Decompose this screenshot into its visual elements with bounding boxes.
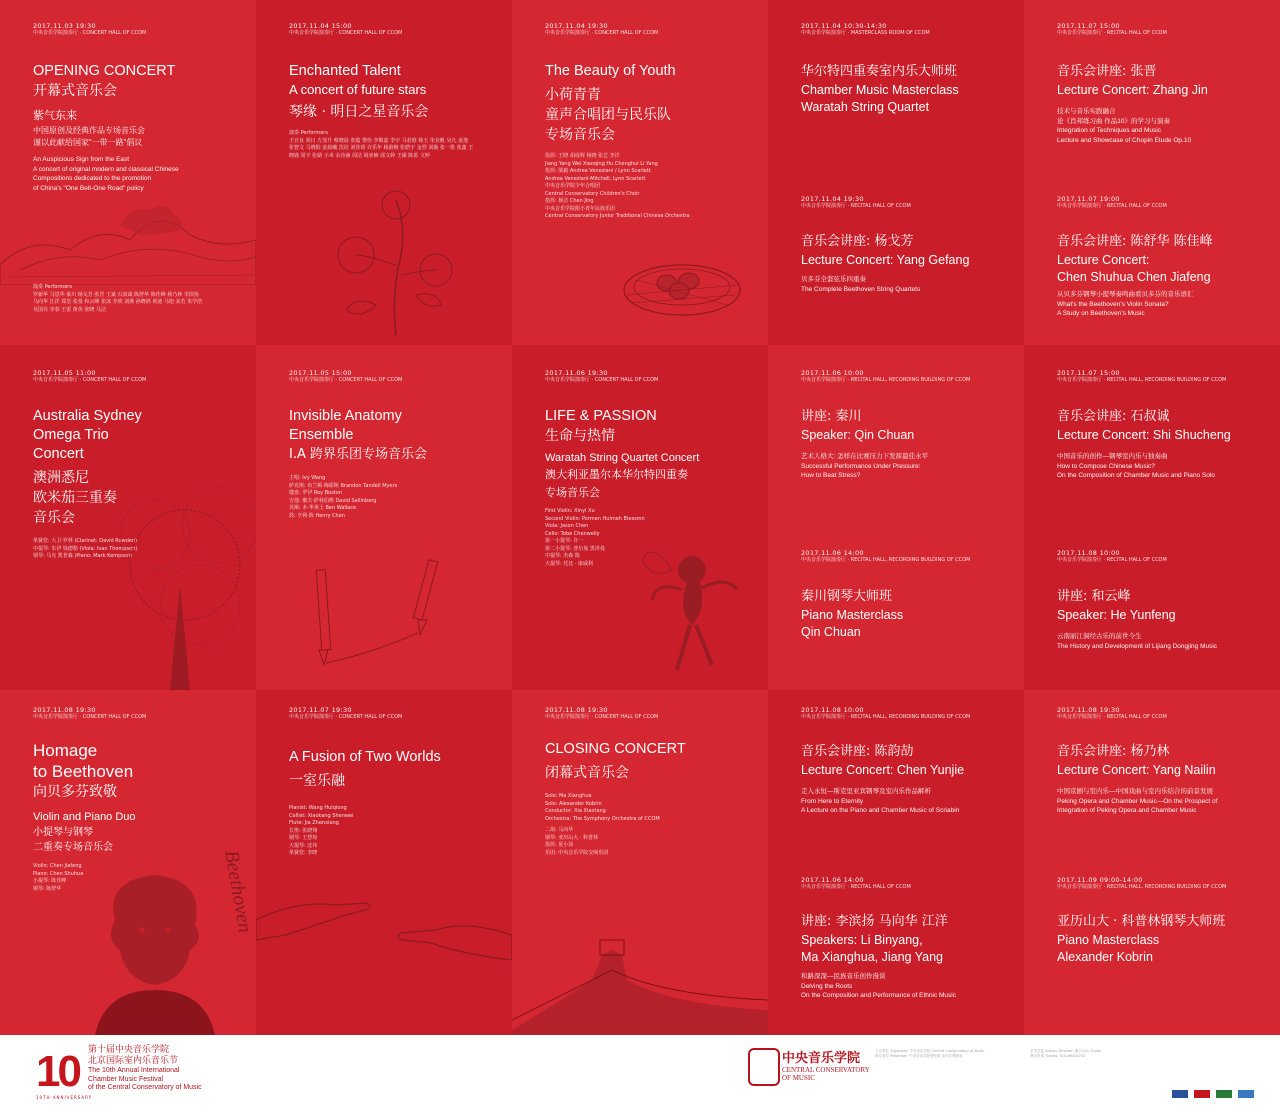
event-venue: 中央音乐学院演奏厅 · RECITAL HALL OF CCOM <box>1057 714 1167 720</box>
event-venue: 中央音乐学院演奏厅 · CONCERT HALL OF CCOM <box>289 714 403 720</box>
credit-line: 贝斯: 本·华莱士 Ben Wallace <box>289 505 357 511</box>
event-title-zh: 音乐会讲座: 陈韵劼 <box>801 744 914 759</box>
flower-illustration <box>296 185 496 340</box>
festival-name <box>88 1045 202 1093</box>
event-title-en: Enchanted Talent <box>289 63 401 79</box>
tile-enchanted-talent <box>256 0 512 345</box>
event-sub-en-2: A Lecture on the Piano and Chamber Music of Scriabin <box>801 807 960 814</box>
event-date: 2017.11.08 19:30 <box>33 706 96 714</box>
event-venue: 中央音乐学院演奏厅 · RECITAL HALL, RECORDING BUILDING OF CCOM <box>1057 377 1227 383</box>
credit-line: 指挥: 夏小汤 <box>545 842 574 848</box>
nest-illustration <box>617 245 747 325</box>
event-title-zh: 音乐会讲座: 杨乃林 <box>1057 744 1170 759</box>
event-sub-zh: 走入永恒—斯克里亚宾钢琴及室内乐作品解析 <box>801 788 931 795</box>
event-sub-en-1: Successful Performance Under Pressure: <box>801 462 921 470</box>
credit-line: 大提琴: 沈伟 <box>289 842 318 849</box>
event-venue: 中央音乐学院演奏厅 · CONCERT HALL OF CCOM <box>33 30 147 36</box>
event-title-en: LIFE & PASSION <box>545 408 657 424</box>
festival-name-zh-2: 北京国际室内乐音乐节 <box>88 1056 179 1066</box>
event-venue: 中央音乐学院演奏厅 · RECITAL HALL, RECORDING BUILDING OF CCOM <box>801 714 971 720</box>
event-venue: 中央音乐学院演奏厅 · CONCERT HALL OF CCOM <box>545 30 659 36</box>
event-venue: 中央音乐学院演奏厅 · CONCERT HALL OF CCOM <box>545 377 659 383</box>
event-subtitle-zh-1: 小提琴与钢琴 <box>33 827 93 838</box>
credit-line: 鼓: 亨利·陈 Henry Chen <box>289 512 345 519</box>
event-date: 2017.11.04 19:30 <box>545 22 608 30</box>
program-title-zh: 紫气东来 <box>33 109 77 122</box>
festival-name-en-1: The 10th Annual International <box>88 1067 180 1074</box>
event-date: 2017.11.04 10:30-14:30 <box>801 22 887 30</box>
event-venue: 中央音乐学院演奏厅 · CONCERT HALL OF CCOM <box>545 714 659 720</box>
event-date: 2017.11.05 11:00 <box>33 369 96 377</box>
event-subtitle-zh-2: 专场音乐会 <box>545 487 600 499</box>
sponsor-logo-icon <box>1216 1090 1232 1098</box>
tile-beauty-of-youth <box>512 0 768 345</box>
event-venue: 中央音乐学院演奏厅 · CONCERT HALL OF CCOM <box>33 377 147 383</box>
event-title-en-2: Omega Trio <box>33 427 109 443</box>
event-title-zh-1: 小荷青青 <box>545 87 601 103</box>
credits-list <box>289 475 504 520</box>
credit-line: 第一小提琴: 许一 <box>545 538 584 544</box>
event-subtitle-en: Waratah String Quartet Concert <box>545 452 700 464</box>
event-date: 2017.11.06 10:00 <box>801 369 864 377</box>
event-venue-2: 中央音乐学院演奏厅 · RECITAL HALL OF CCOM <box>801 203 911 209</box>
tile-yang-nailin <box>1024 690 1280 1035</box>
tile-chen-yunjie <box>768 690 1024 1035</box>
event-title-zh: 讲座: 秦川 <box>801 409 862 424</box>
festival-name-en-2: Chamber Music Festival <box>88 1075 164 1083</box>
credit-line: 指挥: 王晓 胡成辉 杨晓 张艺 李洋 <box>545 153 620 159</box>
credit-line: 单簧管: 大卫·罗林 (Clarinet: David Rowden) <box>33 538 138 544</box>
event-title-zh: 琴缘 · 明日之星音乐会 <box>289 104 429 120</box>
credit-line: 钢琴: 陈舒华 <box>33 885 62 892</box>
performers-list: 王宫良 胡日 方蒸升 蔡晓晨 张蕴 黎佳 李敬嘉 李宇 马若晗 杨玉 朱业帆 吴凡 姜逸 张智文 马晓阳 姜晨曦 沈培 刘佳琦 许乐年 杨蔚婉 张皓宇 金烈 刘璇 张一墨 张鑫 王晓鹿 周宇 张婧 小米 余诗涵 周洁 胡亚楠 邱文婷 王硕 陈希 文婷 <box>289 137 474 159</box>
event-title-zh: I.A 跨界乐团专场音乐会 <box>289 447 427 462</box>
credit-line: Violin: Chen Jiafeng <box>33 863 82 869</box>
credit-line: Solo: Alexander Kobrin <box>545 800 602 807</box>
event-title-en: Lecture Concert: Chen Yunjie <box>801 763 965 777</box>
event-title-en-2: Ensemble <box>289 427 354 443</box>
event-title-zh: 华尔特四重奏室内乐大师班 <box>801 64 958 79</box>
event-sub-zh: 中国京剧与室内乐—中国戏曲与室内乐结合的前景发展 <box>1057 788 1213 795</box>
event-title-zh-3: 音乐会 <box>33 510 75 526</box>
landscape-illustration <box>0 195 256 285</box>
performers-label: 演奏 Performers <box>289 130 328 136</box>
footer-bar <box>0 1035 1280 1114</box>
event-date: 2017.11.07 15:00 <box>1057 22 1120 30</box>
event-title-zh: 闭幕式音乐会 <box>545 765 629 781</box>
credit-line: 指挥: 梁毅 Andrea Veneziani / Lynn Scarlett <box>545 168 651 174</box>
credits-list <box>545 508 760 568</box>
tile-homage-beethoven <box>0 690 256 1035</box>
event-sub-zh-2: 和路深深—民族音乐创作漫谈 <box>801 973 886 980</box>
sponsor-logos <box>1172 1090 1262 1100</box>
event-title-en-2: Speaker: He Yunfeng <box>1057 608 1176 622</box>
credit-line: Solo: Ma Xianghua <box>545 793 592 799</box>
event-date: 2017.11.04 15:00 <box>289 22 352 30</box>
tile-omega-trio <box>0 345 256 690</box>
credit-line: 大提琴: 托比 · 康威利 <box>545 560 594 567</box>
event-title-en-2a: Piano Masterclass <box>801 608 904 622</box>
fine-line: 票务咨询 Tickets: 010-66425702 <box>1030 1053 1086 1058</box>
event-venue-2: 中央音乐学院演奏厅 · RECITAL HALL OF CCOM <box>1057 557 1167 563</box>
credit-line: 钢琴: 亚历山大 · 科普林 <box>545 834 599 841</box>
credit-line: 钢琴: 马克 凯普森 (Piano: Mark Kempson) <box>33 553 133 559</box>
event-sub-zh: 艺术人格大: 怎样在比赛压力下发挥最佳水平 <box>801 453 929 460</box>
tile-closing-concert <box>512 690 768 1035</box>
event-title-en-2: to Beethoven <box>33 762 134 781</box>
conservatory-name-zh: 中央音乐学院 <box>782 1051 861 1066</box>
credit-line: 乐团: 中央音乐学院交响乐团 <box>545 849 609 856</box>
credit-line: 中央音乐学院附小青年民族乐团 <box>545 205 616 212</box>
event-title-zh-2: 欧米茄三重奏 <box>33 490 117 506</box>
event-title-en-1: Invisible Anatomy <box>289 408 402 424</box>
event-title-en-2b: Ma Xianghua, Jiang Yang <box>801 950 944 964</box>
event-sub-en-1: From Here to Eternity <box>801 797 864 805</box>
event-venue-2: 中央音乐学院演奏厅 · RECITAL HALL OF CCOM <box>801 884 911 890</box>
credit-line: Central Conservatory Children's Choir <box>545 190 640 197</box>
event-sub-zh: 中国音乐的创作—钢琴室内乐与独奏曲 <box>1057 453 1168 460</box>
event-sub-zh-2: 论《肖邦练习曲 作品10》的学习与演奏 <box>1057 117 1171 125</box>
event-title-zh: 向贝多芬致敬 <box>33 784 117 800</box>
event-title-en: CLOSING CONCERT <box>545 741 686 757</box>
performers-label: 演奏 Performers <box>33 284 72 290</box>
credit-line: 单簧管: 李晓 <box>289 850 318 856</box>
event-title-zh-2: 亚历山大 · 科普林钢琴大师班 <box>1057 914 1226 929</box>
credit-line: Jiang Yang Wei Xiaoqing Hu Chenghui Li Yang <box>545 160 658 167</box>
credit-line: First Violin: Xinyi Xu <box>545 508 595 514</box>
event-title-en: OPENING CONCERT <box>33 63 176 79</box>
credit-line: 中央音乐学院少年合唱团 <box>545 183 601 189</box>
event-sub-en-2: The History and Development of Lijiang Dongjing Music <box>1057 642 1218 650</box>
credits-list <box>545 153 760 221</box>
program-en-4: of China's "One Belt-One Road" policy <box>33 184 144 192</box>
event-title-zh: 一室乐融 <box>289 773 345 789</box>
fine-line: 承办单位 Presenter: 中央音乐学院管弦系 室内乐教研室 <box>875 1053 963 1058</box>
event-date: 2017.11.07 19:30 <box>289 706 352 714</box>
tile-waratah-masterclass <box>768 0 1024 345</box>
event-title-zh-2: 秦川钢琴大师班 <box>801 589 893 604</box>
event-title-en-1: Chamber Music Masterclass <box>801 83 959 97</box>
event-subtitle-zh-2: 二重奏专场音乐会 <box>33 842 113 853</box>
footer-fine-print-1 <box>875 1049 1015 1058</box>
credit-line: Flute: Jia Zhenxiang <box>289 820 339 826</box>
event-sub-zh-2: 云南丽江洞经古乐的前世今生 <box>1057 633 1142 640</box>
event-title-en: Speaker: Qin Chuan <box>801 428 915 442</box>
event-sub-en-2: Integration of Peking Opera and Chamber Music <box>1057 807 1197 814</box>
event-sub-en-2: How to Beat Stress? <box>801 472 861 479</box>
credit-line: 键盘: 罗伊 Roy Boston <box>289 490 343 496</box>
event-title-zh-1: 澳洲悉尼 <box>33 470 89 486</box>
event-date: 2017.11.05 15:00 <box>289 369 352 377</box>
event-title-en-2a: Lecture Concert: <box>1057 253 1150 267</box>
event-sub-en-1: How to Compose Chinese Music? <box>1057 462 1155 470</box>
beethoven-portrait <box>95 870 215 1035</box>
event-title-zh-2: 童声合唱团与民乐队 <box>545 107 671 123</box>
event-venue: 中央音乐学院演奏厅 · CONCERT HALL OF CCOM <box>289 377 403 383</box>
event-title-en-2a: Speakers: Li Binyang, <box>801 933 923 947</box>
fine-line: 艺术总监 Artistic Director: 秦川 Qin Chuan <box>1030 1049 1102 1053</box>
tile-shi-shucheng <box>1024 345 1280 690</box>
event-title-en-3: Concert <box>33 446 84 462</box>
event-title-zh-3: 专场音乐会 <box>545 127 615 143</box>
event-title-zh: 音乐会讲座: 张晋 <box>1057 64 1157 79</box>
credit-line: Central Conservatory Junior Traditional Chinese Orchestra <box>545 213 690 219</box>
creation-hands-illustration <box>256 885 512 965</box>
tile-invisible-anatomy <box>256 345 512 690</box>
fine-line: 主办单位 Organizer: 中央音乐学院 Central Conservatory of Music <box>875 1049 985 1053</box>
event-title-en: A Fusion of Two Worlds <box>289 749 441 765</box>
credit-line: 钢琴: 王慧琼 <box>289 835 318 841</box>
credit-line: Pianist: Wang Huiqiong <box>289 805 347 811</box>
event-venue: 中央音乐学院演奏厅 · CONCERT HALL OF CCOM <box>33 714 147 720</box>
sponsor-logo-icon <box>1238 1090 1254 1098</box>
program-en-3: Compositions dedicated to the promotion <box>33 175 152 182</box>
event-date-2: 2017.11.08 10:00 <box>1057 549 1120 557</box>
credits-list <box>289 805 504 858</box>
tile-qin-chuan <box>768 345 1024 690</box>
event-sub-en-2: On the Composition of Chamber Music and Piano Solo <box>1057 472 1215 479</box>
event-sub-en-2b: A Study on Beethoven's Music <box>1057 310 1145 317</box>
performers-list: 罗新华 马思华 秦川 杨戈芳 张晋 王斌 石叔诚 陈舒华 陈佳峰 杨乃林 李滨扬 马向华 江洋 郑荃 张曼 和云峰 张冰 李欣 刘燕 孙晓鸿 黄迪 马旭 宋若 朱学浩 吴国亮 李春 王雷 黄英 张晓 马洁 <box>33 291 203 313</box>
program-en-1: An Auspicious Sign from the East <box>33 156 130 163</box>
credit-line: 中提琴: 杰森 陈 <box>545 553 580 559</box>
event-date: 2017.11.08 10:00 <box>801 706 864 714</box>
tile-life-passion <box>512 345 768 690</box>
event-title-en: Lecture Concert: Yang Nailin <box>1057 763 1216 777</box>
event-date-2: 2017.11.06 14:00 <box>801 549 864 557</box>
sponsor-logo-icon <box>1172 1090 1188 1098</box>
event-sub-zh-2: 贝多芬全套弦乐四重奏 <box>801 276 866 283</box>
event-sub-en-2: The Complete Beethoven String Quartets <box>801 285 921 293</box>
beethoven-signature: Beethoven <box>220 848 256 935</box>
great-wall-illustration <box>512 910 768 1035</box>
event-venue-2: 中央音乐学院演奏厅 · RECITAL HALL, RECORDING BUILDING OF CCOM <box>1057 884 1227 890</box>
credit-line: Viola: Jason Chen <box>545 523 589 529</box>
event-venue-2: 中央音乐学院演奏厅 · RECITAL HALL, RECORDING BUILDING OF CCOM <box>801 557 971 563</box>
event-sub-zh-2: 从贝多芬钢琴小提琴奏鸣曲看贝多芬的音乐语汇 <box>1057 291 1194 298</box>
event-title-zh-2: 讲座: 李滨扬 马向华 江洋 <box>801 914 948 929</box>
event-date: 2017.11.07 15:00 <box>1057 369 1120 377</box>
event-venue-2: 中央音乐学院演奏厅 · RECITAL HALL OF CCOM <box>1057 203 1167 209</box>
credit-line: 萨克斯: 布兰顿·梅耶斯 Brandon Tandell Myers <box>289 482 398 489</box>
event-sub-en-1: Peking Opera and Chamber Music—On the Prospect of <box>1057 797 1218 805</box>
credit-line: 长笛: 张晓翔 <box>289 827 318 834</box>
credit-line: Piano: Chen Shuhua <box>33 870 84 877</box>
tile-opening-concert <box>0 0 256 345</box>
credits-list <box>33 863 248 893</box>
event-title-zh-2: 音乐会讲座: 杨戈芳 <box>801 234 914 249</box>
sponsor-logo-icon <box>1194 1090 1210 1098</box>
pencils-illustration <box>306 555 466 675</box>
credit-line: 第二小提琴: 普尔曼 黑泽曼 <box>545 545 605 552</box>
event-subtitle-en: Violin and Piano Duo <box>33 811 136 823</box>
credit-line: Cellist: Xiaokang Shenwei <box>289 812 354 819</box>
credit-line: 吉他: 戴夫·萨林伯格 David Sallinberg <box>289 497 377 504</box>
event-date-2: 2017.11.04 19:30 <box>801 195 864 203</box>
event-title-zh-2: 讲座: 和云峰 <box>1057 589 1131 604</box>
event-subtitle-zh-1: 澳大利亚墨尔本华尔特四重奏 <box>545 469 688 481</box>
event-title-zh-2: 音乐会讲座: 陈舒华 陈佳峰 <box>1057 234 1213 249</box>
event-title-zh: 生命与热情 <box>545 428 615 444</box>
event-sub-en-2a: What's the Beethoven's Violin Sonata? <box>1057 300 1169 308</box>
credit-line: 中提琴: 朱伊 钱德勒 (Viola: Ivan Thompson) <box>33 545 138 552</box>
event-title-en-2b: Qin Chuan <box>801 625 861 639</box>
program-subtitle-zh: 中国原创及经典作品专场音乐会 <box>33 126 145 135</box>
festival-name-en-3: of the Central Conservatory of Music <box>88 1084 202 1091</box>
festival-10-logo: 10 <box>36 1047 79 1096</box>
credit-line: Second Violin: Pormen Huimeh Blessmn <box>545 515 645 522</box>
program-dedication-zh: 谨以此献给国家“一带一路”倡议 <box>33 138 143 147</box>
footer-fine-print-2 <box>1030 1049 1150 1058</box>
conservatory-name-en-1: CENTRAL CONSERVATORY <box>782 1066 870 1074</box>
event-date: 2017.11.03 19:30 <box>33 22 96 30</box>
conservatory-name-en <box>782 1066 870 1082</box>
event-subtitle-en: A concert of future stars <box>289 82 427 97</box>
event-venue: 中央音乐学院演奏厅 · MASTERCLASS ROOM OF CCOM <box>801 30 930 36</box>
conservatory-emblem-icon <box>748 1048 780 1086</box>
event-sub-en-2a: Delving the Roots <box>801 982 853 990</box>
program-en-2: A concert of original modern and classical Chinese <box>33 165 179 173</box>
event-sub-en-1: Integration of Techniques and Music <box>1057 127 1161 134</box>
event-title-en: Lecture Concert: Zhang Jin <box>1057 83 1208 97</box>
credits-list <box>33 538 248 561</box>
event-venue: 中央音乐学院演奏厅 · CONCERT HALL OF CCOM <box>289 30 403 36</box>
credit-line: Conductor: Xia Xiaotang <box>545 808 606 814</box>
festival-name-zh-1: 第十届中央音乐学院 <box>88 1045 170 1055</box>
logo-caption: 10TH ANNIVERSARY <box>36 1095 93 1100</box>
event-date-2: 2017.11.09 09:00-14:00 <box>1057 876 1143 884</box>
event-title-en-2b: Chen Shuhua Chen Jiafeng <box>1057 270 1211 284</box>
event-date-2: 2017.11.07 19:00 <box>1057 195 1120 203</box>
event-title-en-1: Australia Sydney <box>33 408 142 424</box>
event-title-en: Lecture Concert: Shi Shucheng <box>1057 428 1231 442</box>
event-title-en-2: Lecture Concert: Yang Gefang <box>801 253 970 267</box>
credit-line: 指挥: 杨洁 Chen Jing <box>545 198 594 204</box>
credit-line: 二胡: 马向华 <box>545 827 574 833</box>
event-title-en: The Beauty of Youth <box>545 63 676 79</box>
tile-fusion-two-worlds <box>256 690 512 1035</box>
event-title-en-2a: Piano Masterclass <box>1057 933 1160 947</box>
event-title-en-2b: Alexander Kobrin <box>1057 950 1153 964</box>
event-date: 2017.11.06 19:30 <box>545 369 608 377</box>
credit-line: Cello: Tobe Chenwelly <box>545 530 600 537</box>
event-date-2: 2017.11.06 14:00 <box>801 876 864 884</box>
credit-line: Orchestra: The Symphony Orchestra of CCOM <box>545 815 660 822</box>
event-sub-zh: 技术与音乐实践融合 <box>1057 108 1116 115</box>
credit-line: Andrea Veneziani-Mitchell, Lynn Scarlett <box>545 175 646 182</box>
event-title-en-2: Waratah String Quartet <box>801 100 930 114</box>
event-venue: 中央音乐学院演奏厅 · RECITAL HALL OF CCOM <box>1057 30 1167 36</box>
credit-line: 小提琴: 陈佳峰 <box>33 878 67 884</box>
event-sub-en-2: Lecture and Showcase of Chopin Etude Op.10 <box>1057 136 1192 144</box>
event-date: 2017.11.08 19:30 <box>1057 706 1120 714</box>
tile-zhang-jin <box>1024 0 1280 345</box>
event-title-zh: 开幕式音乐会 <box>33 83 117 99</box>
credit-line: 主唱: Ivy Wang <box>289 475 326 481</box>
event-title-zh: 音乐会讲座: 石叔诚 <box>1057 409 1170 424</box>
event-venue: 中央音乐学院演奏厅 · RECITAL HALL, RECORDING BUILDING OF CCOM <box>801 377 971 383</box>
credits-list <box>545 793 760 857</box>
conservatory-name-en-2: OF MUSIC <box>782 1074 815 1082</box>
event-sub-en-2b: On the Composition and Performance of Ethnic Music <box>801 992 956 999</box>
event-date: 2017.11.08 19:30 <box>545 706 608 714</box>
event-title-en-1: Homage <box>33 741 98 760</box>
